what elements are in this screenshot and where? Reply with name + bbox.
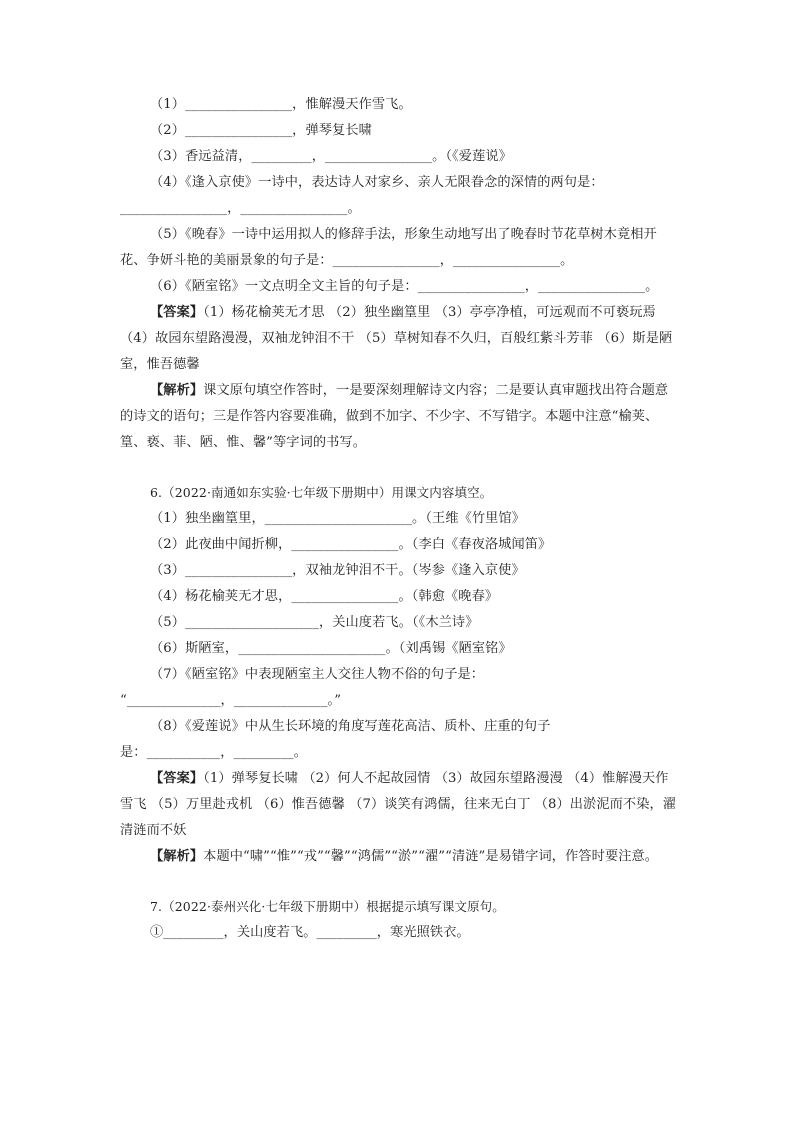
q5-answer	[120, 300, 680, 378]
answer-text: （1）杨花榆荚无才思 （2）独坐幽篁里 （3）亭亭净植，可远观而不可亵玩焉 （4）故园东望路漫漫，双袖龙钟泪不干 （5）草树知春不久归，百般红紫斗芳菲 （6）斯是陋室，惟吾德馨	[120, 305, 673, 372]
q5-item-4: （4）《逢入京使》一诗中，表达诗人对家乡、亲人无限眷念的深情的两句是：	[150, 175, 604, 190]
answer-label: 【答案】	[150, 771, 204, 786]
analysis-label: 【解析】	[150, 849, 204, 864]
q5-item-6: （6）《陋室铭》一文点明全文主旨的句子是：________________，________________。	[150, 279, 659, 294]
q5-item-4-blanks: ________________，________________。	[120, 201, 361, 216]
section-gap	[120, 456, 680, 480]
q6-item-3: （3）________________，双袖龙钟泪不干。（岑参《逢入京使》	[150, 563, 525, 578]
q6-item-7-blanks: “______________，______________。”	[120, 693, 342, 708]
q6-analysis	[120, 844, 680, 870]
q6-item-8-blanks: 是：___________，_________。	[120, 745, 308, 760]
q5-item-2: （2）________________，弹琴复长啸	[150, 123, 372, 138]
q6-answer	[120, 766, 680, 844]
section-gap	[120, 870, 680, 894]
q6-item-5: （5）____________________，关山度若飞。（《木兰诗》	[150, 615, 479, 630]
analysis-text: 课文原句填空作答时，一是要深刻理解诗文内容；二是要认真审题找出符合题意的诗文的语句；三是作答内容要准确，做到不加字、不少字、不写错字。本题中注意“榆荚、篁、亵、菲、陋、惟、馨”等字词的书写。	[120, 383, 669, 450]
q5-item-3: （3）香远益清，_________，________________。（《爱莲说》	[150, 149, 512, 164]
analysis-text: 本题中“啸”“惟”“戎”“馨”“鸿儒”“淤”“濯”“清涟”是易错字词，作答时要注意。	[203, 849, 659, 864]
analysis-label: 【解析】	[150, 383, 204, 398]
q7-head: 7.（2022·泰州兴化·七年级下册期中）根据提示填写课文原句。	[150, 899, 505, 914]
answer-text: （1）弹琴复长啸 （2）何人不起故园情 （3）故园东望路漫漫 （4）惟解漫天作雪飞 （5）万里赴戎机 （6）惟吾德馨 （7）谈笑有鸿儒，往来无白丁 （8）出淤泥而不染，濯清涟而不妖	[120, 771, 677, 838]
q6-item-2: （2）此夜曲中闻折柳，________________。（李白《春夜洛城闻笛》	[150, 537, 552, 552]
q6-item-8: （8）《爱莲说》中从生长环境的角度写莲花高洁、质朴、庄重的句子	[150, 719, 551, 734]
q6-item-4: （4）杨花榆荚无才思，________________。（韩愈《晚春》	[150, 589, 499, 604]
answer-label: 【答案】	[150, 305, 204, 320]
q7-item-1: ①_________，关山度若飞。_________，寒光照铁衣。	[150, 925, 470, 940]
q6-item-6: （6）斯陋室，______________________。（刘禹锡《陋室铭》	[150, 641, 512, 656]
document-page	[120, 92, 680, 946]
q6-item-1: （1）独坐幽篁里，______________________。（王维《竹里馆》	[150, 511, 526, 526]
q6-head: 6.（2022·南通如东实验·七年级下册期中）用课文内容填空。	[150, 485, 493, 500]
q5-item-5: （5）《晚春》一诗中运用拟人的修辞手法，形象生动地写出了晚春时节花草树木竟相开花、争妍斗艳的美丽景象的句子是：________________，________________。	[120, 227, 657, 268]
q5-analysis	[120, 378, 680, 456]
q6-item-7: （7）《陋室铭》中表现陋室主人交往人物不俗的句子是：	[150, 667, 485, 682]
q5-item-1: （1）________________，惟解漫天作雪飞。	[150, 97, 412, 112]
